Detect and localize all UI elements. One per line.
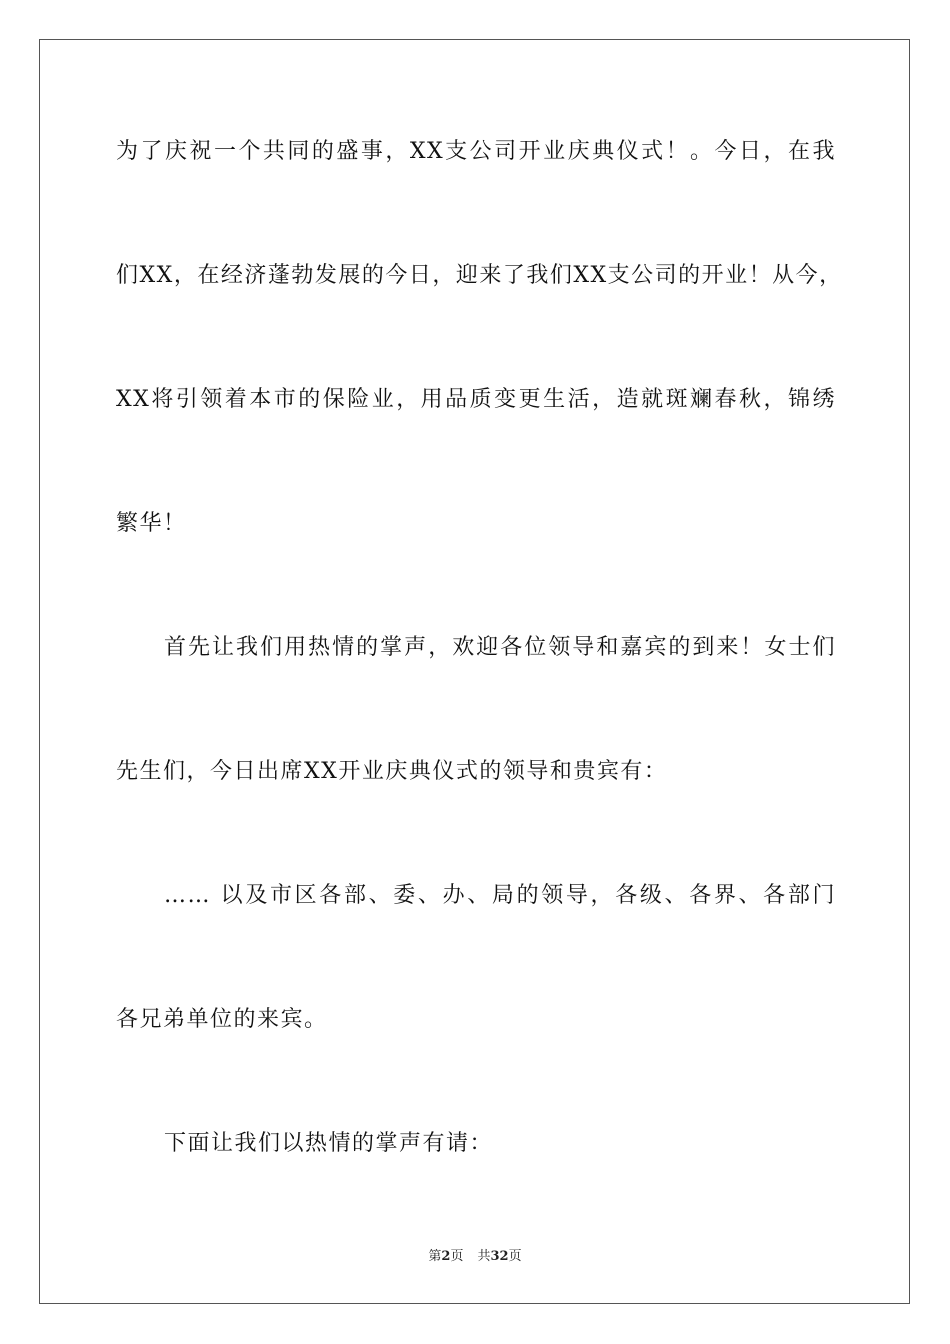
body-line-4: 繁华！	[116, 511, 187, 536]
page-frame	[39, 39, 910, 1304]
page-prefix: 第	[428, 1249, 442, 1264]
total-suffix: 页	[508, 1249, 522, 1264]
body-line-1: 为了庆祝一个共同的盛事，XX支公司开业庆典仪式！。今日，在我	[116, 139, 836, 164]
body-line-6: 先生们，今日出席XX开业庆典仪式的领导和贵宾有：	[116, 759, 668, 784]
body-line-2: 们XX，在经济蓬勃发展的今日，迎来了我们XX支公司的开业！从今，	[116, 263, 843, 288]
body-line-8: 各兄弟单位的来宾。	[116, 1007, 328, 1032]
body-line-5: 首先让我们用热情的掌声，欢迎各位领导和嘉宾的到来！女士们	[164, 635, 836, 660]
page-footer	[0, 1248, 950, 1266]
body-line-3: XX将引领着本市的保险业，用品质变更生活，造就斑斓春秋，锦绣	[116, 387, 836, 412]
total-prefix: 共	[477, 1249, 491, 1264]
total-pages: 32	[490, 1249, 509, 1264]
body-line-7: …… 以及市区各部、委、办、局的领导，各级、各界、各部门	[164, 883, 836, 908]
page-suffix: 页	[450, 1249, 464, 1264]
body-line-9: 下面让我们以热情的掌声有请：	[164, 1131, 494, 1156]
page-number: 2	[441, 1249, 451, 1264]
